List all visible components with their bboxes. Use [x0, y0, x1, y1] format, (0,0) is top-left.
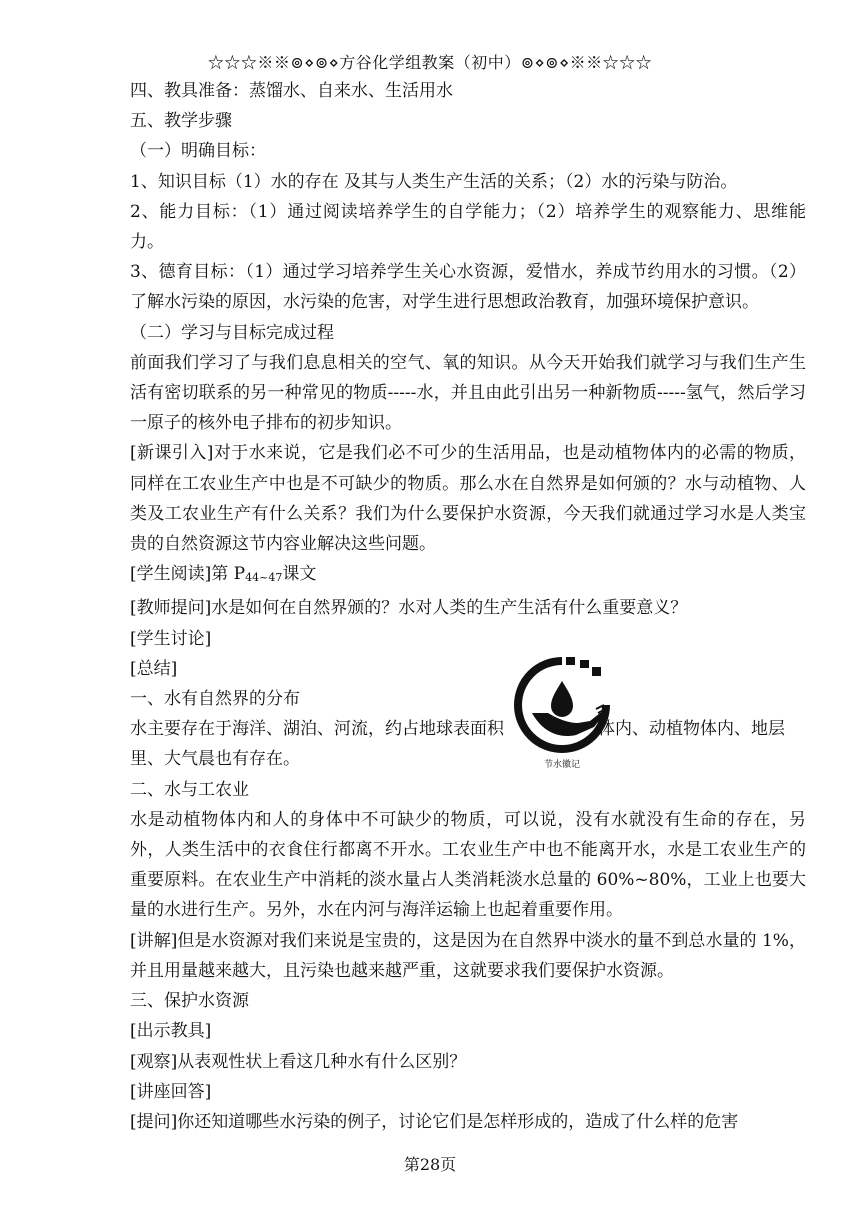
section-heading: 二、水与工农业: [130, 779, 249, 800]
section-heading: 三、保护水资源: [130, 991, 249, 1012]
paragraph: [总结]: [130, 658, 178, 679]
paragraph: 2、能力目标：（1）通过阅读培养学生的自学能力；（2）培养学生的观察能力、思维能力。: [130, 201, 806, 253]
water-saving-logo: [514, 657, 610, 773]
reading-suffix: 课文: [282, 564, 317, 585]
subsection-heading: （一）明确目标：: [130, 141, 266, 162]
paragraph: [学生讨论]: [130, 628, 212, 649]
paragraph: [讲座回答]: [130, 1081, 212, 1102]
document-body: [130, 76, 806, 1137]
page-number: 第28页: [403, 1155, 457, 1174]
page-header: ☆☆☆※※⊚⋄⊚⋄方谷化学组教案（初中）⊚⋄⊚⋄※※☆☆☆: [207, 53, 653, 72]
section-heading: 五、教学步骤: [130, 111, 232, 132]
paragraph: 1、知识目标（1）水的存在 及其与人类生产生活的关系；（2）水的污染与防治。: [130, 171, 738, 192]
paragraph: [新课引入]对于水来说，它是我们必不可少的生活用品，也是动植物体内的必需的物质，同样在工农业生产中也是不可缺少的物质。那么水在自然界是如何颁的？水与动植物、人类及工农业生产有什么关系？我们为什么要保护水资源，今天我们就通过学习水是人类宝贵的自然资源这节内容业解决这些问题。: [130, 443, 806, 555]
reading-prefix: [学生阅读]第 P: [130, 564, 246, 585]
distribution-right: 体内、动植物体内、地层: [598, 719, 785, 740]
paragraph: [出示教具]: [130, 1021, 212, 1042]
reading-line: [130, 559, 806, 593]
paragraph: [观察]从表观性状上看这几种水有什么区别？: [130, 1051, 467, 1072]
paragraph: [教师提问]水是如何在自然界颁的？水对人类的生产生活有什么重要意义？: [130, 598, 688, 619]
paragraph: 四、教具准备：蒸馏水、自来水、生活用水: [130, 81, 453, 101]
section-heading: 一、水有自然界的分布: [130, 689, 300, 710]
water-drop-hand-icon: [514, 657, 610, 753]
reading-pages: 44~47: [245, 571, 283, 585]
subsection-heading: （二）学习与目标完成过程: [130, 322, 334, 343]
distribution-left: 水主要存在于海洋、湖泊、河流，约占地球表面积: [130, 719, 504, 740]
distribution-line: [130, 714, 806, 744]
logo-caption: 节水徽记: [543, 760, 580, 770]
paragraph: 里、大气晨也有存在。: [130, 749, 300, 770]
paragraph: [讲解]但是水资源对我们来说是宝贵的，这是因为在自然界中淡水的量不到总水量的 1%，并且用量越来越大，且污染也越来越严重，这就要求我们要保护水资源。: [130, 930, 806, 981]
paragraph: 3、德育目标：（1）通过学习培养学生关心水资源，爱惜水，养成节约用水的习惯。（2）了解水污染的原因，水污染的危害，对学生进行思想政治教育，加强环境保护意识。: [130, 262, 806, 313]
paragraph: [提问]你还知道哪些水污染的例子，讨论它们是怎样形成的，造成了什么样的危害: [130, 1111, 739, 1132]
paragraph: 水是动植物体内和人的身体中不可缺少的物质，可以说，没有水就没有生命的存在，另外，人类生活中的衣食住行都离不开水。工农业生产中也不能离开水，水是工农业生产的重要原料。在农业生产中消耗的淡水量占人类消耗淡水总量的 60%~80%，工业上也要大量的水进行生产。另外，水在内河与海洋运输上也起着重要作用。: [130, 809, 806, 921]
paragraph: 前面我们学习了与我们息息相关的空气、氧的知识。从今天开始我们就学习与我们生产生活有密切联系的另一种常见的物质-----水，并且由此引出另一种新物质-----氢气，然后学习一原子的核外电子排布的初步知识。: [130, 352, 806, 434]
